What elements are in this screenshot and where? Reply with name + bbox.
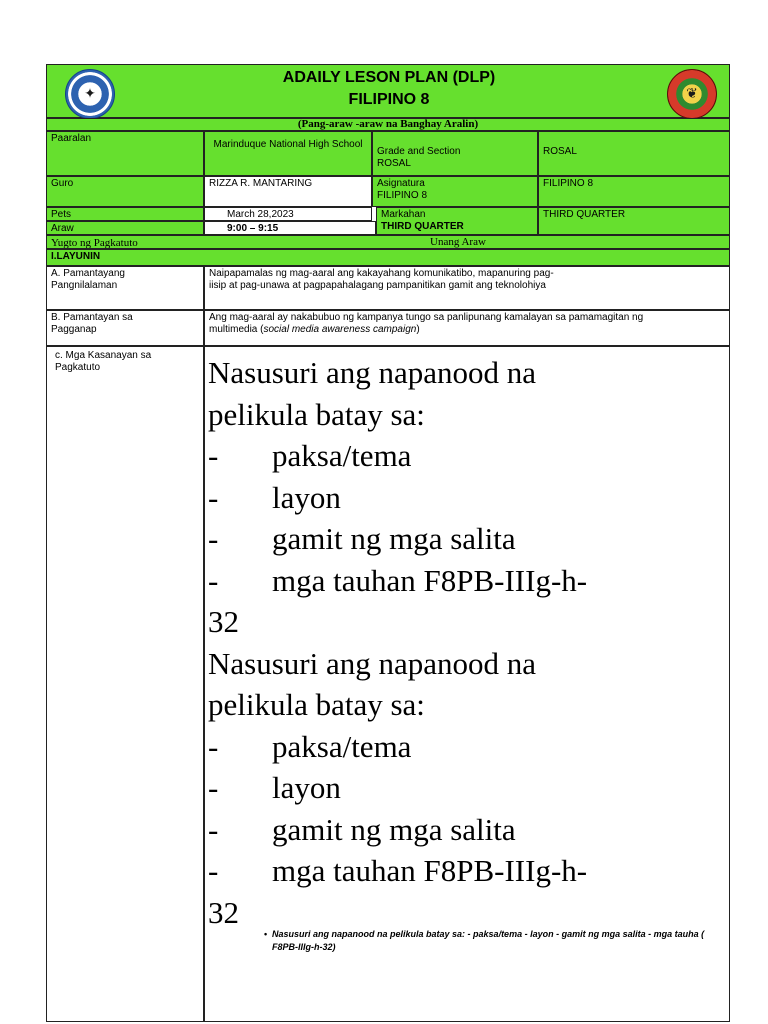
kasanayan-label: c. Mga Kasanayan sa Pagkatuto (46, 346, 204, 1022)
markahan-inline-value: THIRD QUARTER (381, 221, 464, 232)
kasanayan-list-item: - layon (208, 770, 341, 805)
asignatura-label: Asignatura (377, 178, 425, 189)
kasanayan-list-item: - layon (208, 479, 341, 515)
yugto-value: Unang Araw (430, 236, 486, 248)
layunin-heading: I.LAYUNIN (46, 249, 730, 266)
pets-value: March 28,2023 (204, 207, 372, 221)
yugto-label: Yugto ng Pagkatuto (46, 235, 730, 249)
paaralan-value: Marinduque National High School (204, 131, 372, 176)
kasanayan-bullet (264, 928, 722, 954)
kasanayan-list-item: - mga tauhan F8PB-IIIg-h- (208, 562, 588, 598)
document-header (46, 64, 730, 118)
pets-label: Pets (46, 207, 204, 221)
markahan-cell (376, 207, 538, 235)
document-subject: FILIPINO 8 (348, 91, 430, 108)
bullet-icon: • (264, 929, 268, 939)
pagganap-end-text: ) (416, 324, 420, 335)
araw-value: 9:00 – 9:15 (204, 221, 376, 235)
asignatura-inline-value: FILIPINO 8 (377, 190, 428, 201)
asignatura-cell (372, 176, 538, 207)
grade-section-label: Grade and Section (377, 146, 461, 157)
kasanayan-line: pelikula batay sa: (208, 687, 425, 722)
kasanayan-list-item: - mga tauhan F8PB-IIIg-h- (208, 853, 588, 888)
araw-label: Araw (46, 221, 204, 235)
grade-section-value: ROSAL (538, 131, 730, 176)
paaralan-label: Paaralan (46, 131, 204, 176)
pagganap-italic-text: social media awareness campaign (263, 324, 417, 335)
kasanayan-line: Nasusuri ang napanood na (208, 355, 536, 390)
kasanayan-line: pelikula batay sa: (208, 396, 425, 432)
pamantayan-pagganap-label: B. Pamantayan sa Pagganap (46, 310, 204, 346)
kasanayan-list-item: - paksa/tema (208, 728, 412, 764)
document-subtitle: (Pang-araw -araw na Banghay Aralin) (46, 118, 730, 131)
school-seal-icon: ❦ (667, 69, 717, 119)
kasanayan-list-item: - gamit ng mga salita (208, 811, 516, 847)
kasanayan-list-item: - gamit ng mga salita (208, 521, 516, 556)
markahan-value: THIRD QUARTER (538, 207, 730, 235)
pagganap-main-text: Ang mag-aaral ay nakabubuo ng kampanya tungo sa panlipunang kamalayan sa pamamagitan ng multimedia ( (209, 312, 644, 335)
kasanayan-line: Nasusuri ang napanood na (208, 645, 536, 681)
asignatura-value: FILIPINO 8 (538, 176, 730, 207)
pamantayang-pangnilalaman-label: A. Pamantayang Pangnilalaman (46, 266, 204, 310)
kasanayan-content (208, 352, 720, 933)
guro-label: Guro (46, 176, 204, 207)
grade-section-inline-value: ROSAL (377, 158, 411, 169)
grade-section-cell (372, 131, 538, 176)
kasanayan-bullet-text: Nasusuri ang napanood na pelikula batay sa: - paksa/tema - layon - gamit ng mga salita - mga tauha ( F8PB-IIIg-h-32) (272, 929, 705, 952)
deped-seal-icon: ✦ (65, 69, 115, 119)
guro-value: RIZZA R. MANTARING (204, 176, 372, 207)
pamantayan-pagganap-value (204, 310, 730, 346)
kasanayan-line: 32 (208, 894, 239, 930)
pamantayang-pangnilalaman-value: Naipapamalas ng mag-aaral ang kakayahang komunikatibo, mapanuring pag-iisip at pag-unawa at pagpapahalagang pampanitikan gamit ang teknolohiya (204, 266, 730, 310)
markahan-label: Markahan (381, 209, 426, 220)
kasanayan-line: 32 (208, 604, 239, 639)
document-title: ADAILY LESON PLAN (DLP) (282, 69, 496, 86)
kasanayan-list-item: - paksa/tema (208, 438, 412, 473)
